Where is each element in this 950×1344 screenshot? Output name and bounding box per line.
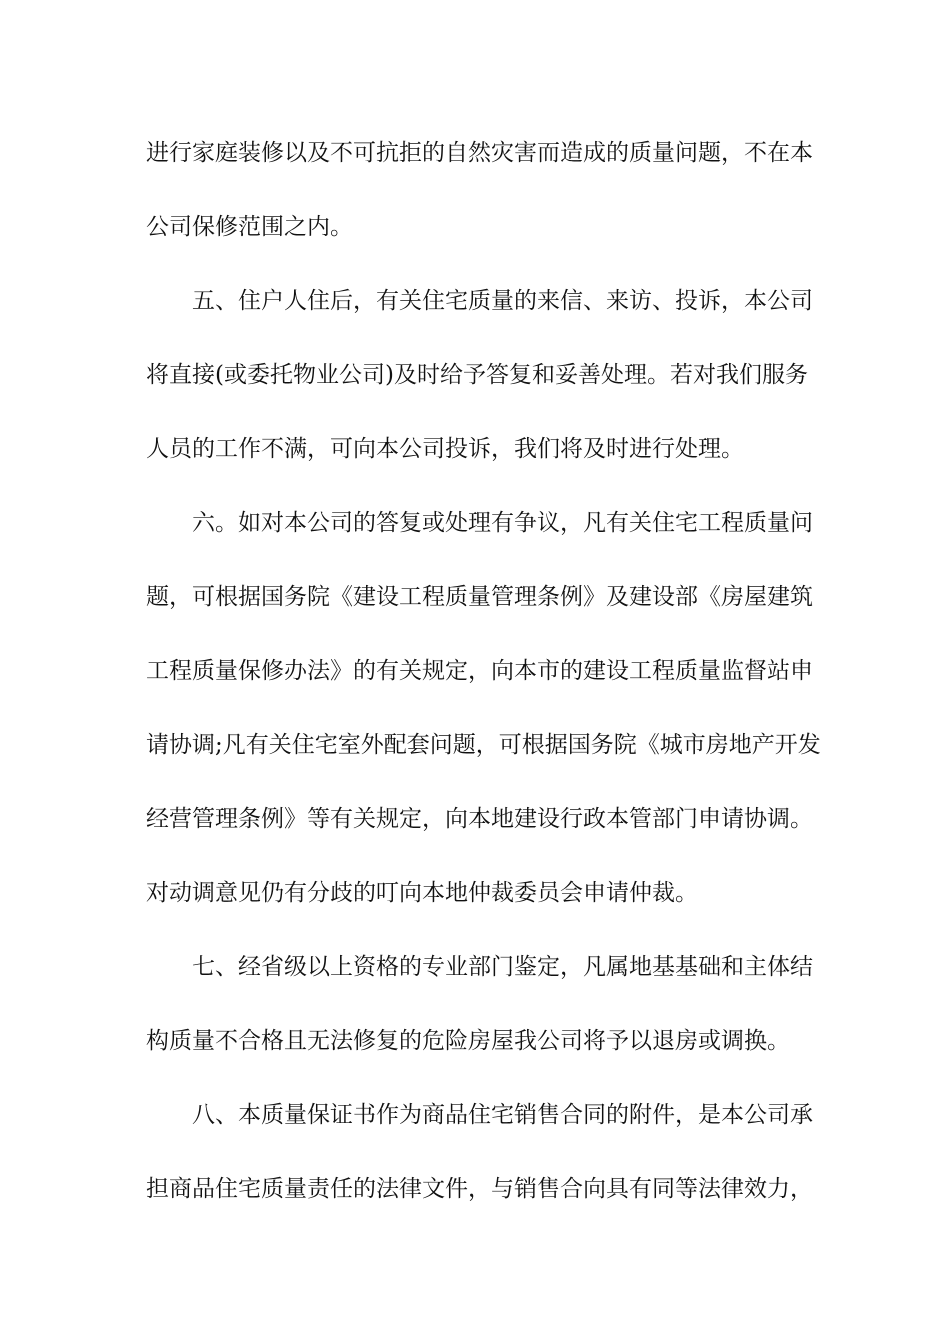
text-line: 请协调;凡有关住宅室外配套问题，可根据国务院《城市房地产开发 — [146, 732, 821, 758]
text-line: 题，可根据国务院《建设工程质量管理条例》及建设部《房屋建筑 — [146, 584, 813, 610]
text-line: 构质量不合格且无法修复的危险房屋我公司将予以退房或调换。 — [146, 1028, 790, 1054]
text-line: 进行家庭装修以及不可抗拒的自然灾害而造成的质量问题，不在本 — [146, 140, 813, 166]
paragraph-6-start: 六。如对本公司的答复或处理有争议，凡有关住宅工程质量问 — [192, 510, 813, 536]
text-line: 人员的工作不满，可向本公司投诉，我们将及时进行处理。 — [146, 436, 744, 462]
paragraph-8-start: 八、本质量保证书作为商品住宅销售合同的附件，是本公司承 — [192, 1102, 813, 1128]
text-line: 担商品住宅质量责任的法律文件，与销售合向具有同等法律效力， — [146, 1176, 813, 1202]
paragraph-7-start: 七、经省级以上资格的专业部门鉴定，凡属地基基础和主体结 — [192, 954, 813, 980]
text-line: 将直接(或委托物业公司)及时给予答复和妥善处理。若对我们服务 — [146, 362, 808, 388]
text-line: 公司保修范围之内。 — [146, 214, 353, 240]
text-line: 对动调意见仍有分歧的叮向本地仲裁委员会申请仲裁。 — [146, 880, 698, 906]
text-line: 工程质量保修办法》的有关规定，向本市的建设工程质量监督站申 — [146, 658, 813, 684]
paragraph-5-start: 五、住户人住后，有关住宅质量的来信、来访、投诉，本公司 — [192, 288, 813, 314]
text-line: 经营管理条例》等有关规定，向本地建设行政本管部门申请协调。 — [146, 806, 813, 832]
